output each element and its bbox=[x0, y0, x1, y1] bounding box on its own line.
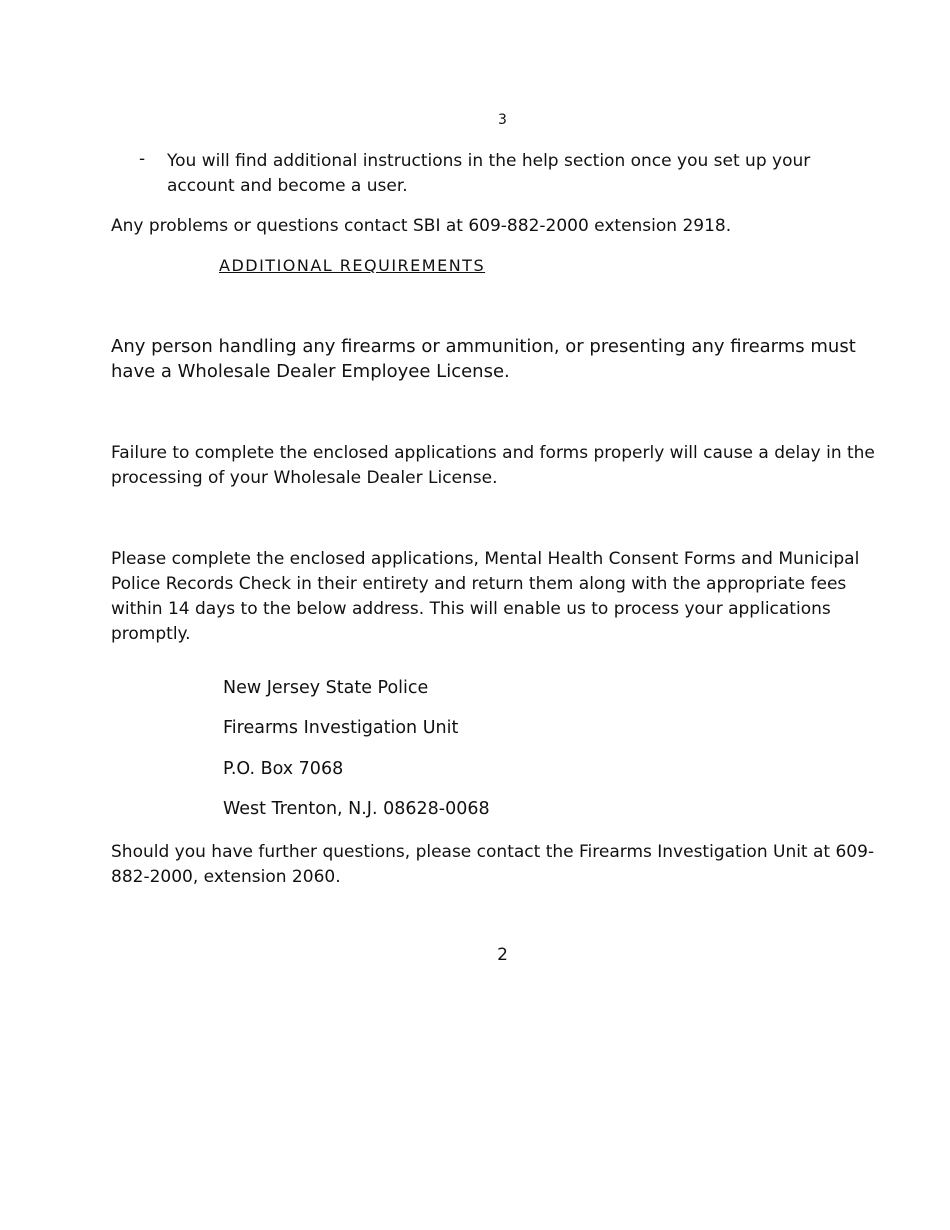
complete-applications-paragraph: Please complete the enclosed applications, Mental Health Consent Forms and Municipal Police Records Check in their entirety and return them along with the appropriate fees within 14 days to the below address. This will enable us to process your applications promptly. bbox=[111, 549, 860, 644]
employee-license-paragraph: Any person handling any firearms or ammunition, or presenting any firearms must have a Wholesale Dealer Employee License. bbox=[111, 336, 856, 382]
failure-paragraph: Failure to complete the enclosed applications and forms properly will cause a delay in the processing of your Wholesale Dealer License. bbox=[111, 443, 875, 488]
address-line-4: West Trenton, N.J. 08628-0068 bbox=[223, 799, 490, 819]
bullet-text: You will find additional instructions in the help section once you set up your account and become a user. bbox=[167, 151, 811, 196]
address-line-3: P.O. Box 7068 bbox=[223, 759, 344, 779]
address-line-1: New Jersey State Police bbox=[223, 678, 429, 698]
closing-paragraph: Should you have further questions, please contact the Firearms Investigation Unit at 609-882-2000, extension 2060. bbox=[111, 842, 875, 887]
header-page-number: 3 bbox=[498, 112, 507, 128]
section-heading: ADDITIONAL REQUIREMENTS bbox=[219, 256, 486, 275]
footer-page-number: 2 bbox=[497, 945, 508, 965]
address-line-2: Firearms Investigation Unit bbox=[223, 718, 459, 738]
sbi-contact-text: Any problems or questions contact SBI at 609-882-2000 extension 2918. bbox=[111, 216, 732, 236]
bullet-marker: - bbox=[139, 149, 146, 169]
